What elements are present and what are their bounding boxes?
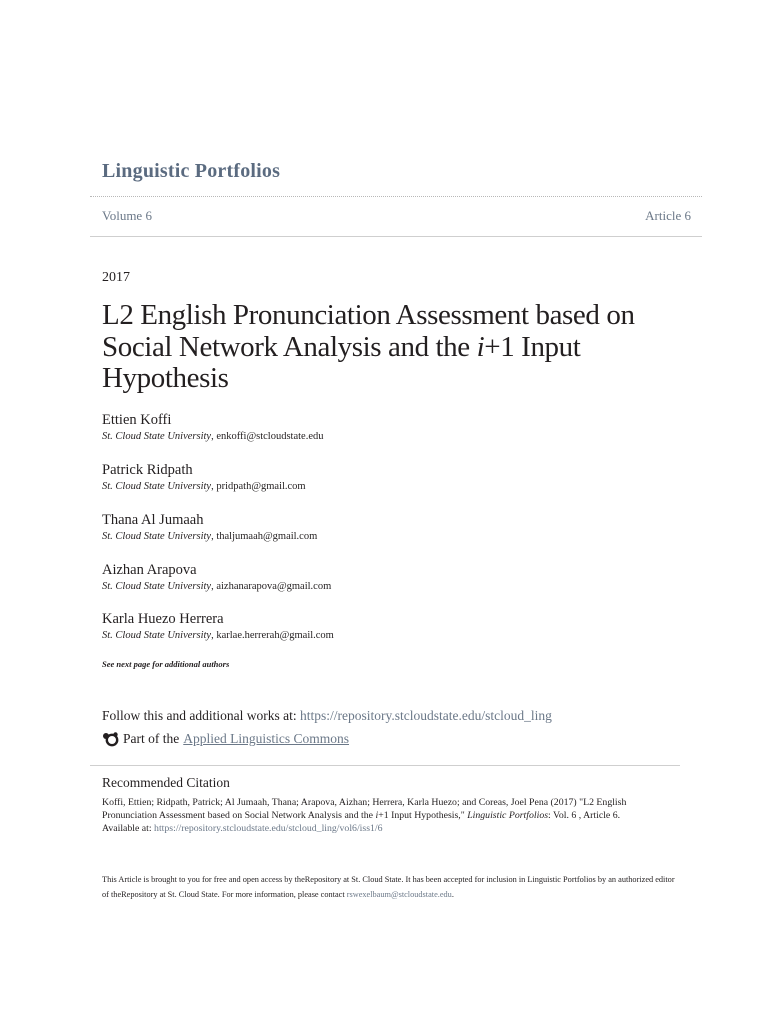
author-name: Aizhan Arapova bbox=[102, 562, 197, 578]
header-divider bbox=[90, 236, 702, 237]
follow-text: Follow this and additional works at: bbox=[102, 708, 300, 723]
author-block bbox=[102, 461, 306, 494]
author-affiliation: St. Cloud State University, aizhanarapova@gmail.com bbox=[102, 581, 332, 592]
citation-text: Koffi, Ettien; Ridpath, Patrick; Al Jumaah, Thana; Arapova, Aizhan; Herrera, Karla Huezo; and Coreas, Joel Pena (2017) "L2 English Pronunciation Assessment based on Social Network Analysis and the i+1 Input Hypothesis," Linguistic Portfolios: Vol. 6 , Article 6. Available at: https://repository.stcloudstate.edu/stcloud_ling/vol6/iss1/6 bbox=[102, 797, 627, 835]
author-block bbox=[102, 561, 331, 594]
repository-link[interactable]: https://repository.stcloudstate.edu/stcloud_ling bbox=[300, 708, 552, 723]
publication-year: 2017 bbox=[102, 270, 130, 285]
title-line-2-post: +1 Input bbox=[484, 330, 581, 363]
author-name: Ettien Koffi bbox=[102, 412, 172, 428]
see-next-page-note: See next page for additional authors bbox=[102, 659, 230, 669]
citation-link[interactable]: https://repository.stcloudstate.edu/stcloud_ling/vol6/iss1/6 bbox=[154, 823, 383, 835]
title-line-3: Hypothesis bbox=[102, 362, 229, 394]
footer-notice: This Article is brought to you for free and open access by theRepository at St. Cloud State. It has been accepted for inclusion in Linguistic Portfolios by an authorized editor of theRepository at St. Cloud State. For more information, please contact rswexelbaum@stcloudstate.edu. bbox=[102, 875, 675, 899]
network-icon bbox=[102, 732, 119, 747]
title-line-2-pre: Social Network Analysis and the bbox=[102, 330, 477, 363]
author-name: Thana Al Jumaah bbox=[102, 512, 204, 528]
author-affiliation: St. Cloud State University, pridpath@gmail.com bbox=[102, 481, 306, 492]
author-affiliation: St. Cloud State University, thaljumaah@gmail.com bbox=[102, 531, 318, 542]
journal-title[interactable]: Linguistic Portfolios bbox=[102, 160, 281, 182]
citation-heading: Recommended Citation bbox=[102, 775, 230, 790]
volume-link[interactable]: Volume 6 bbox=[102, 208, 152, 223]
follow-line bbox=[102, 708, 552, 724]
author-block bbox=[102, 411, 324, 444]
article-title bbox=[102, 300, 662, 395]
author-block bbox=[102, 511, 317, 544]
title-italic-i: i bbox=[476, 330, 485, 363]
part-of-text: Part of the bbox=[123, 731, 180, 746]
contact-email-link[interactable]: rswexelbaum@stcloudstate.edu bbox=[346, 890, 452, 899]
author-affiliation: St. Cloud State University, karlae.herrerah@gmail.com bbox=[102, 630, 334, 641]
commons-link[interactable]: Applied Linguistics Commons bbox=[183, 731, 350, 746]
author-affiliation: St. Cloud State University, enkoffi@stcloudstate.edu bbox=[102, 431, 324, 442]
part-of-line bbox=[102, 731, 349, 747]
author-block bbox=[102, 610, 334, 643]
dotted-divider bbox=[90, 196, 702, 197]
citation-divider bbox=[90, 765, 680, 766]
article-link[interactable]: Article 6 bbox=[645, 208, 691, 223]
author-name: Patrick Ridpath bbox=[102, 462, 193, 478]
title-line-1: L2 English Pronunciation Assessment based on bbox=[102, 299, 635, 331]
author-name: Karla Huezo Herrera bbox=[102, 611, 224, 627]
